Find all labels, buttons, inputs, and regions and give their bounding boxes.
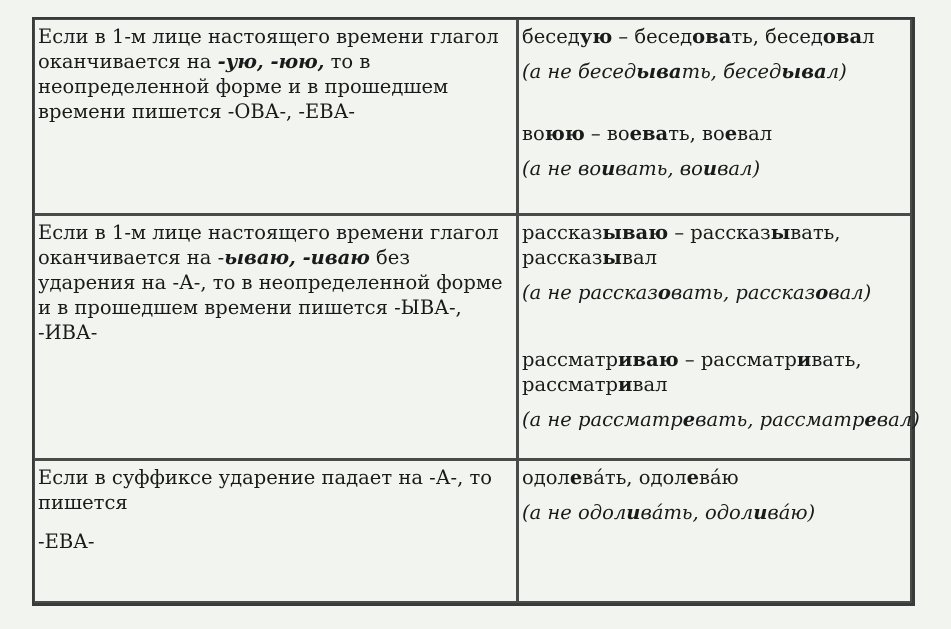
text-run: во	[522, 122, 545, 145]
text-run: иваю	[618, 348, 679, 371]
text-run: (а не рассматр	[522, 408, 683, 431]
text-run: вать, рассматр	[695, 408, 865, 431]
rule-cell	[34, 19, 518, 215]
text-run: о	[657, 281, 671, 304]
text-run: рассматр	[522, 348, 619, 371]
text-run: ва́ть, одол	[582, 466, 687, 489]
text-run: вал	[632, 373, 668, 396]
text-run: о	[815, 281, 829, 304]
text-run: ыва	[781, 60, 827, 83]
text-run: Если в суффиксе ударение падает на -А-, то пишется	[38, 466, 493, 514]
text-run: -ую, -юю,	[217, 50, 325, 73]
text-run: рассказ	[522, 221, 603, 244]
text-run: ываю, -иваю	[224, 246, 370, 269]
text-run: (а не рассказ	[522, 281, 658, 304]
text-run: е	[682, 408, 696, 431]
example-line	[522, 121, 906, 146]
counter-example	[522, 407, 920, 432]
text-run: и	[796, 348, 812, 371]
text-run: (а не во	[522, 157, 602, 180]
example-line	[522, 465, 906, 490]
text-run: ую	[579, 25, 613, 48]
examples-cell	[518, 19, 912, 215]
text-run: и	[601, 157, 616, 180]
text-run: ова	[822, 25, 863, 48]
text-run: вал)	[717, 157, 761, 180]
text-run: е	[686, 466, 699, 489]
rule-text	[38, 220, 512, 345]
example-line	[522, 347, 906, 397]
rule-row	[34, 215, 912, 460]
examples-cell	[518, 215, 920, 460]
text-run: вать, рассказ	[522, 221, 841, 269]
counter-example	[522, 500, 906, 525]
text-run: и	[626, 501, 641, 524]
text-run: вать, во	[615, 157, 703, 180]
verb-suffix-rules-table	[32, 17, 920, 606]
text-run: ыва	[636, 60, 682, 83]
text-run: ть, во	[668, 122, 725, 145]
text-run: вал)	[828, 281, 872, 304]
rule-text	[38, 465, 512, 515]
text-run: и	[702, 157, 718, 180]
text-run: е	[864, 408, 877, 431]
text-run: – во	[584, 122, 630, 145]
example-line	[522, 24, 906, 49]
text-run: – бесед	[612, 25, 693, 48]
text-run: вал	[737, 122, 773, 145]
text-run: вать, рассказ	[670, 281, 816, 304]
text-run: ываю	[602, 221, 669, 244]
examples-cell	[518, 460, 912, 603]
rule-text	[38, 24, 512, 124]
text-run: ова	[692, 25, 732, 48]
text-run: бесед	[522, 25, 580, 48]
text-run: (а не одол	[522, 501, 627, 524]
text-run: – рассказ	[668, 221, 771, 244]
text-run: ть, бесед	[681, 60, 782, 83]
text-run: ва́ю	[699, 466, 739, 489]
text-run: юю	[544, 122, 585, 145]
rule-cell	[34, 460, 518, 603]
text-run: одол	[522, 466, 570, 489]
text-run: вать, рассматр	[522, 348, 862, 396]
text-run: ы	[602, 246, 622, 269]
text-run: и	[753, 501, 768, 524]
text-run: ева	[629, 122, 669, 145]
rule-row	[34, 460, 912, 603]
rule-suffix: -ЕВА-	[38, 530, 95, 553]
text-run: е	[724, 122, 738, 145]
example-line	[522, 220, 906, 270]
text-run: без ударения на -А-, то в неопределенной форме и в прошедшем времени пишется -ЫВА-, -ИВА-	[38, 246, 503, 344]
text-run: л	[862, 25, 875, 48]
text-run: Если в 1-м лице настоящего времени глагол оканчивается на -	[38, 221, 499, 269]
text-run: то в неопределенной форме и в прошедшем времени пишется -ОВА-, -ЕВА-	[38, 50, 449, 123]
text-run: (а не бесед	[522, 60, 637, 83]
text-run: ва́ть, одол	[640, 501, 754, 524]
text-run: и	[618, 373, 633, 396]
text-run: ва́ю)	[767, 501, 816, 524]
text-run: е	[569, 466, 583, 489]
rule-row	[34, 19, 912, 215]
text-run: вал)	[876, 408, 920, 431]
counter-example	[522, 156, 906, 181]
counter-example	[522, 280, 906, 305]
counter-example	[522, 59, 906, 84]
text-run: л)	[826, 60, 847, 83]
text-run: – рассматр	[678, 348, 797, 371]
text-run: ы	[770, 221, 791, 244]
rule-cell	[34, 215, 518, 460]
text-run: ть, бесед	[731, 25, 823, 48]
text-run: вал	[621, 246, 657, 269]
text-run: Если в 1-м лице настоящего времени глагол оканчивается на	[38, 25, 499, 73]
